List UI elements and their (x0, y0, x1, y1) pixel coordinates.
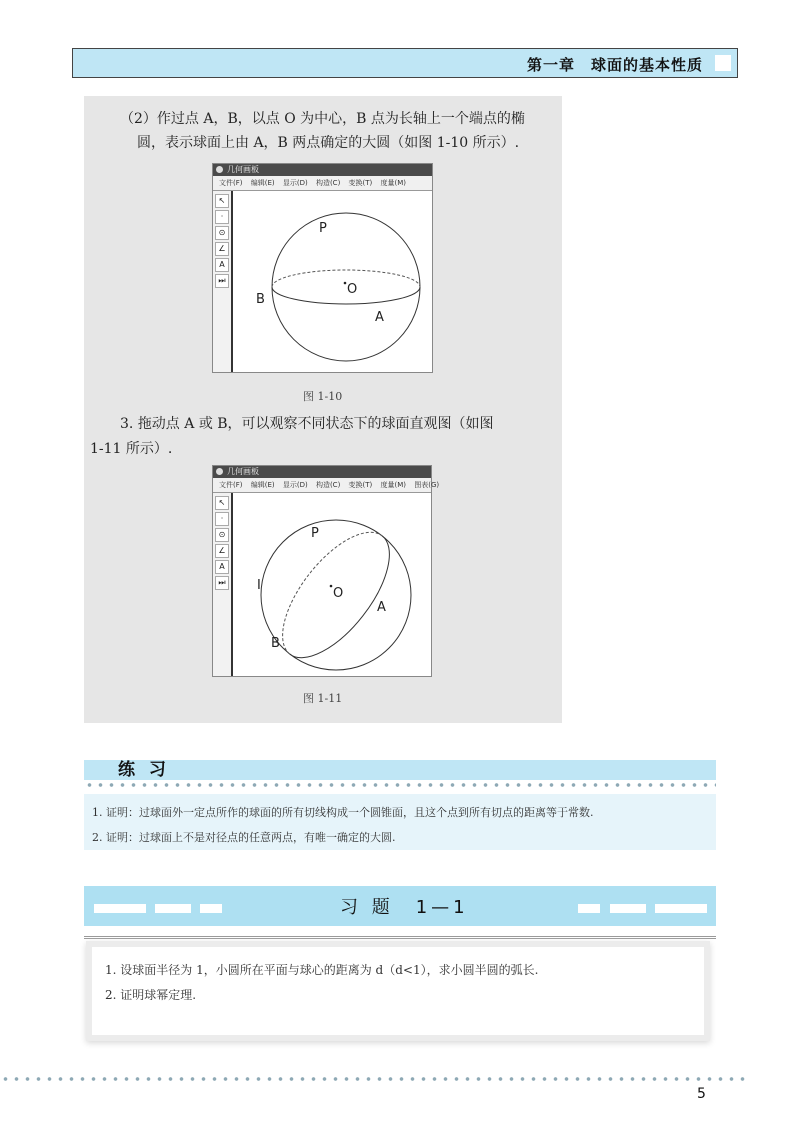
banner-decor-bar (655, 904, 707, 913)
menu-display[interactable]: 显示(D) (282, 481, 308, 489)
label-A: A (375, 310, 384, 325)
point-tool-icon[interactable]: · (215, 512, 229, 526)
center-point (344, 282, 347, 285)
footer-dot-divider (0, 1076, 745, 1082)
text-tool-icon[interactable]: A (215, 560, 229, 574)
menu-edit[interactable]: 编辑(E) (250, 481, 275, 489)
custom-tool-icon[interactable]: ⏭ (215, 274, 229, 288)
label-A: A (377, 600, 386, 615)
exercise-title: 练 习 (118, 760, 170, 780)
page-number: 5 (697, 1086, 706, 1102)
point-tool-icon[interactable]: · (215, 210, 229, 224)
banner-decor-bar (578, 904, 600, 913)
compass-tool-icon[interactable]: ⊙ (215, 528, 229, 542)
exercise-item-1: 1. 证明：过球面外一定点所作的球面的所有切线构成一个圆锥面，且这个点到所有切点的距离等于常数. (92, 806, 594, 819)
line-tool-icon[interactable]: ∠ (215, 242, 229, 256)
arrow-tool-icon[interactable]: ↖ (215, 496, 229, 510)
exercise-item-2: 2. 证明：过球面上不是对径点的任意两点，有唯一确定的大圆. (92, 831, 396, 844)
figure2-window-title: 几何画板 (227, 467, 259, 476)
homework-item-2: 2. 证明球幂定理. (105, 988, 197, 1002)
label-P: P (311, 526, 319, 541)
figure-1-10-caption: 图 1-10 (303, 390, 343, 403)
figure1-window-title: 几何画板 (227, 165, 259, 174)
figure1-titlebar (213, 164, 432, 176)
figure-1-11-screenshot (212, 465, 440, 677)
custom-tool-icon[interactable]: ⏭ (215, 576, 229, 590)
great-circle-back (272, 270, 420, 287)
banner-decor-bar (94, 904, 146, 913)
menu-construct[interactable]: 构造(C) (315, 481, 341, 489)
sphere-outline (272, 213, 420, 361)
great-circle-front (272, 287, 420, 304)
menu-transform[interactable]: 变换(T) (348, 481, 373, 489)
homework-divider (84, 936, 716, 939)
label-O: O (347, 282, 358, 297)
step3-line2: 1-11 所示）. (90, 441, 173, 457)
figure2-titlebar (213, 466, 431, 478)
menu-measure[interactable]: 度量(M) (380, 179, 407, 187)
banner-decor-bar (610, 904, 646, 913)
label-I: I (257, 578, 261, 593)
label-P: P (319, 221, 327, 236)
figure-1-10-screenshot (212, 163, 433, 373)
exercise-dot-divider (84, 782, 716, 788)
menu-transform[interactable]: 变换(T) (348, 179, 373, 187)
great-circle-front (290, 536, 409, 675)
menu-file[interactable]: 文件(F) (219, 179, 243, 187)
banner-decor-bar (155, 904, 191, 913)
chapter-title: 第一章 球面的基本性质 (526, 56, 703, 74)
figure-1-11-caption: 图 1-11 (303, 692, 343, 705)
menu-measure[interactable]: 度量(M) (380, 481, 407, 489)
figure1-menubar (213, 176, 432, 191)
center-point (330, 585, 333, 588)
menu-file[interactable]: 文件(F) (219, 481, 243, 489)
figure1-canvas (233, 191, 432, 372)
menu-display[interactable]: 显示(D) (282, 179, 308, 187)
menu-construct[interactable]: 构造(C) (315, 179, 341, 187)
app-icon (216, 166, 223, 173)
figure2-toolbar (213, 493, 233, 676)
header-decor-square (715, 55, 731, 71)
line-tool-icon[interactable]: ∠ (215, 544, 229, 558)
step3-line1: 3. 拖动点 A 或 B，可以观察不同状态下的球面直观图（如图 (120, 416, 494, 432)
step2-line2: 圆，表示球面上由 A，B 两点确定的大圆（如图 1-10 所示）. (137, 135, 520, 151)
great-circle-back (263, 515, 382, 654)
label-O: O (333, 586, 344, 601)
homework-title: 习 题 1—1 (340, 897, 469, 918)
menu-edit[interactable]: 编辑(E) (250, 179, 275, 187)
app-icon (216, 468, 223, 475)
menu-graph[interactable]: 图表(G) (414, 481, 440, 489)
exercise-header (84, 760, 716, 780)
chapter-header (72, 48, 738, 78)
label-B: B (256, 292, 265, 307)
compass-tool-icon[interactable]: ⊙ (215, 226, 229, 240)
figure2-canvas (233, 493, 431, 676)
label-B: B (271, 636, 280, 651)
text-tool-icon[interactable]: A (215, 258, 229, 272)
homework-item-1: 1. 设球面半径为 1，小圆所在平面与球心的距离为 d（d<1），求小圆半圆的弧长. (105, 963, 539, 977)
banner-decor-bar (200, 904, 222, 913)
arrow-tool-icon[interactable]: ↖ (215, 194, 229, 208)
step2-line1: （2）作过点 A，B，以点 O 为中心，B 点为长轴上一个端点的椭 (120, 111, 525, 127)
figure2-menubar (213, 478, 440, 493)
figure1-toolbar (213, 191, 233, 372)
